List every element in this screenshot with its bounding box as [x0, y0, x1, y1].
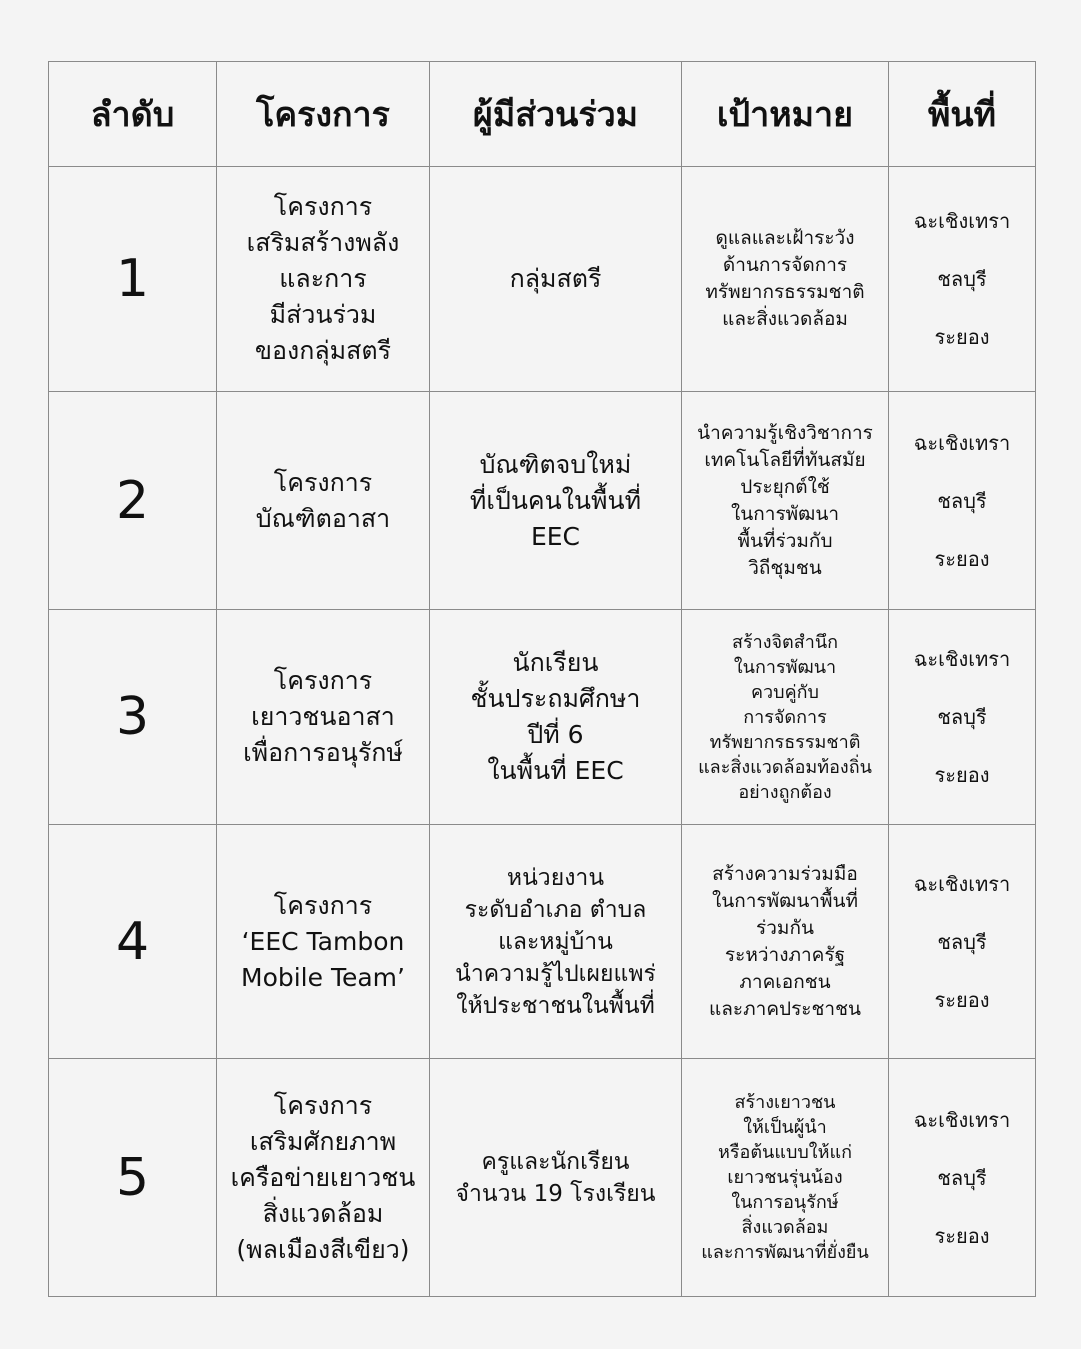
- participants-cell: [430, 392, 682, 610]
- goal-line: สร้างจิตสำนึก: [731, 631, 839, 653]
- goal-cell: [682, 167, 889, 392]
- area-rayong: ระยอง: [934, 763, 990, 787]
- area-cell: [889, 610, 1036, 825]
- goal-line: ร่วมกัน: [756, 916, 814, 939]
- goal-cell: [682, 610, 889, 825]
- participants-line: EEC: [530, 521, 581, 551]
- goal-line: นำความรู้เชิงวิชาการ: [697, 421, 873, 444]
- participants-cell: [430, 825, 682, 1059]
- participants-line: จำนวน 19 โรงเรียน: [455, 1180, 656, 1207]
- table-row: [49, 1059, 1036, 1297]
- goal-line: ดูแลและเฝ้าระวัง: [715, 227, 855, 249]
- project-line: เครือข่ายเยาวชน: [230, 1162, 416, 1192]
- goal-line: สร้างเยาวชน: [734, 1092, 836, 1113]
- goal-line: ในการอนุรักษ์: [731, 1192, 839, 1213]
- header-goal: เป้าหมาย: [682, 62, 889, 167]
- project-line: โครงการ: [273, 890, 373, 920]
- goal-line: เยาวชนรุ่นน้อง: [727, 1167, 843, 1188]
- project-line: โครงการ: [273, 192, 373, 221]
- project-cell: [217, 167, 430, 392]
- header-participants: ผู้มีส่วนร่วม: [430, 62, 682, 167]
- goal-line: ทรัพยากรธรรมชาติ: [709, 731, 861, 753]
- header-area: พื้นที่: [889, 62, 1036, 167]
- header-row: [49, 62, 1036, 167]
- project-line: เสริมสร้างพลัง: [246, 228, 400, 257]
- area-cell: [889, 167, 1036, 392]
- project-line: สิ่งแวดล้อม: [262, 1198, 384, 1228]
- project-cell: [217, 392, 430, 610]
- row-number: 1: [49, 167, 217, 392]
- goal-line: ด้านการจัดการ: [722, 254, 848, 276]
- project-line: เสริมศักยภาพ: [249, 1126, 397, 1156]
- row-number: 4: [49, 825, 217, 1059]
- table-row: [49, 392, 1036, 610]
- participants-cell: [430, 1059, 682, 1297]
- participants-line: นำความรู้ไปเผยแพร่: [455, 960, 656, 987]
- goal-line: อย่างถูกต้อง: [738, 781, 832, 803]
- area-chonburi: ชลบุรี: [937, 488, 987, 513]
- project-line: โครงการ: [273, 1090, 373, 1120]
- goal-line: และการพัฒนาที่ยั่งยืน: [701, 1242, 869, 1263]
- goal-line: วิถีชุมชน: [748, 556, 822, 579]
- goal-cell: [682, 825, 889, 1059]
- area-rayong: ระยอง: [934, 325, 990, 349]
- area-chachoengsao: ฉะเชิงเทรา: [913, 647, 1011, 671]
- project-line: มีส่วนร่วม: [269, 300, 377, 329]
- goal-line: การจัดการ: [743, 706, 827, 728]
- goal-line: สิ่งแวดล้อม: [741, 1217, 829, 1238]
- participants-line: ที่เป็นคนในพื้นที่: [469, 485, 642, 515]
- header-project: โครงการ: [217, 62, 430, 167]
- project-cell: [217, 825, 430, 1059]
- row-number: 5: [49, 1059, 217, 1297]
- goal-line: พื้นที่ร่วมกับ: [737, 529, 833, 552]
- project-line: Mobile Team’: [241, 962, 405, 992]
- goal-line: สร้างความร่วมมือ: [712, 862, 858, 885]
- table-row: [49, 825, 1036, 1059]
- project-line: เยาวชนอาสา: [251, 702, 395, 731]
- project-line: ของกลุ่มสตรี: [254, 336, 392, 365]
- goal-line: ในการพัฒนา: [731, 502, 839, 525]
- area-rayong: ระยอง: [934, 546, 990, 571]
- project-cell: [217, 1059, 430, 1297]
- row-number: 2: [49, 392, 217, 610]
- goal-line: ควบคู่กับ: [751, 681, 819, 703]
- table-row: [49, 167, 1036, 392]
- participants-line: บัณฑิตจบใหม่: [479, 449, 632, 479]
- goal-line: และสิ่งแวดล้อม: [722, 308, 848, 330]
- goal-line: หรือต้นแบบให้แก่: [718, 1142, 852, 1163]
- area-cell: [889, 392, 1036, 610]
- goal-cell: [682, 392, 889, 610]
- area-chachoengsao: ฉะเชิงเทรา: [913, 1107, 1011, 1132]
- area-chonburi: ชลบุรี: [937, 929, 987, 954]
- project-line: ‘EEC Tambon: [241, 926, 405, 956]
- area-rayong: ระยอง: [934, 1223, 990, 1248]
- goal-line: ระหว่างภาครัฐ: [724, 943, 846, 966]
- area-chonburi: ชลบุรี: [937, 267, 987, 291]
- project-line: และการ: [279, 264, 367, 293]
- participants-cell: [430, 167, 682, 392]
- area-chonburi: ชลบุรี: [937, 705, 987, 729]
- area-chachoengsao: ฉะเชิงเทรา: [913, 871, 1011, 896]
- goal-line: และสิ่งแวดล้อมท้องถิ่น: [698, 756, 872, 778]
- area-rayong: ระยอง: [934, 987, 990, 1012]
- area-chachoengsao: ฉะเชิงเทรา: [913, 430, 1011, 455]
- participants-line: กลุ่มสตรี: [509, 264, 602, 293]
- goal-line: ในการพัฒนาพื้นที่: [711, 889, 859, 912]
- participants-cell: [430, 610, 682, 825]
- project-line: เพื่อการอนุรักษ์: [243, 738, 403, 767]
- area-chachoengsao: ฉะเชิงเทรา: [913, 209, 1011, 233]
- projects-table: [48, 61, 1036, 1297]
- project-line: บัณฑิตอาสา: [255, 503, 391, 533]
- participants-line: ครูและนักเรียน: [481, 1148, 630, 1175]
- goal-line: ให้เป็นผู้นำ: [743, 1117, 827, 1138]
- table-row: [49, 610, 1036, 825]
- participants-line: หน่วยงาน: [506, 864, 605, 891]
- area-chonburi: ชลบุรี: [937, 1165, 987, 1190]
- participants-line: นักเรียน: [512, 648, 599, 677]
- project-line: โครงการ: [273, 666, 373, 695]
- participants-line: ให้ประชาชนในพื้นที่: [456, 992, 655, 1019]
- participants-line: ระดับอำเภอ ตำบล: [464, 896, 647, 923]
- goal-line: เทคโนโลยีที่ทันสมัย: [704, 448, 866, 471]
- goal-line: และภาคประชาชน: [709, 997, 861, 1020]
- header-order: ลำดับ: [49, 62, 217, 167]
- participants-line: ปีที่ 6: [527, 720, 584, 749]
- row-number: 3: [49, 610, 217, 825]
- goal-line: ในการพัฒนา: [733, 656, 837, 678]
- participants-line: ในพื้นที่ EEC: [487, 756, 624, 785]
- participants-line: และหมู่บ้าน: [498, 928, 613, 955]
- project-cell: [217, 610, 430, 825]
- project-line: (พลเมืองสีเขียว): [236, 1234, 410, 1264]
- goal-cell: [682, 1059, 889, 1297]
- participants-line: ชั้นประถมศึกษา: [470, 684, 641, 713]
- area-cell: [889, 825, 1036, 1059]
- goal-line: ประยุกต์ใช้: [740, 475, 830, 498]
- goal-line: ภาคเอกชน: [739, 970, 831, 993]
- goal-line: ทรัพยากรธรรมชาติ: [705, 281, 865, 303]
- area-cell: [889, 1059, 1036, 1297]
- project-line: โครงการ: [273, 467, 373, 497]
